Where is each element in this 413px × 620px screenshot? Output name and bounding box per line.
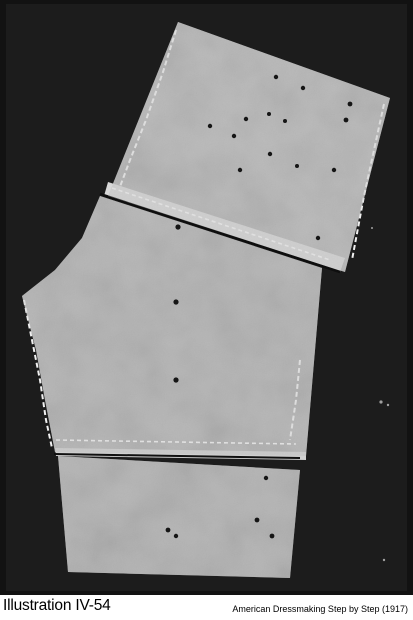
source-credit: American Dressmaking Step by Step (1917) — [232, 604, 408, 614]
caption-bar — [0, 595, 413, 620]
illustration-label: Illustration IV-54 — [3, 597, 111, 614]
